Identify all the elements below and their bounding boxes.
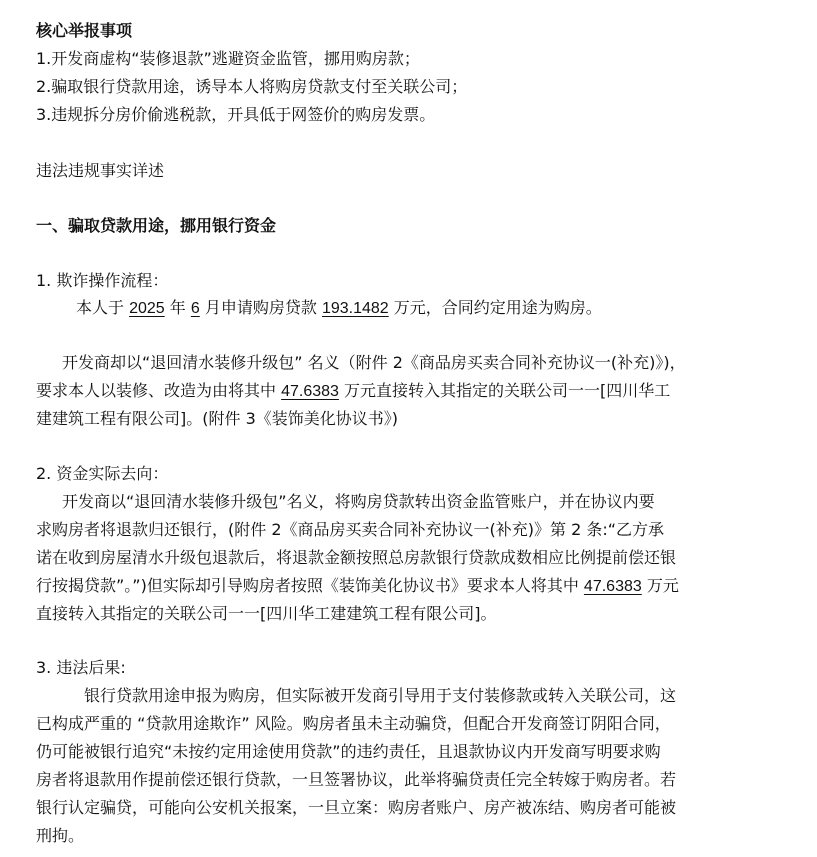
part2-line4-pre: 行按揭贷款”。”)但实际却引导购房者按照《装饰美化协议书》要求本人将其中 — [36, 576, 584, 595]
loan-month: 6 — [190, 300, 200, 317]
part2-line3: 诺在收到房屋清水升级包退款后，将退款金额按照总房款银行贷款成数相应比例提前偿还银 — [36, 548, 677, 567]
facts-heading: 违法违规事实详述 — [36, 161, 165, 180]
part2-line4 — [36, 575, 679, 597]
summary-heading: 核心举报事项 — [36, 21, 133, 40]
loan-amount: 193.1482 — [321, 300, 389, 317]
p1-post: 万元，合同约定用途为购房。 — [388, 298, 602, 317]
part2-line1: 开发商以“退回清水装修升级包”名义，将购房贷款转出资金监管账户，并在协议内要 — [62, 492, 655, 511]
transfer-amount-2: 47.6383 — [583, 578, 642, 595]
part1-p2-line1: 开发商却以“退回清水装修升级包” 名义（附件 2《商品房买卖合同补充协议一(补充)》)， — [62, 353, 686, 372]
part1-p2-line3: 建建筑工程有限公司]。(附件 3《装饰美化协议书》) — [36, 409, 398, 428]
part3-line6: 刑拘。 — [36, 826, 85, 845]
part3-line4: 房者将退款用作提前偿还银行贷款，一旦签署协议，此举将骗贷责任完全转嫁于购房者。若 — [36, 770, 677, 789]
part1-p2-line2 — [36, 380, 670, 402]
part3-line1: 银行贷款用途申报为购房，但实际被开发商引导用于支付装修款或转入关联公司，这 — [84, 686, 677, 705]
summary-item-1: 1.开发商虚构“装修退款”逃避资金监管，挪用购房款； — [36, 49, 420, 68]
p1-mid2: 月申请购房贷款 — [199, 298, 322, 317]
part1-paragraph1 — [76, 297, 602, 319]
part2-line5: 直接转入其指定的关联公司一一[四川华工建建筑工程有限公司]。 — [36, 604, 497, 623]
p1-pre: 本人于 — [76, 298, 130, 317]
summary-item-3: 3.违规拆分房价偷逃税款，开具低于网签价的购房发票。 — [36, 105, 436, 124]
p2-line2-pre: 要求本人以装修、改造为由将其中 — [36, 381, 282, 400]
transfer-amount: 47.6383 — [281, 383, 339, 400]
part3-heading: 3. 违法后果: — [36, 658, 126, 677]
summary-item-2: 2.骗取银行贷款用途，诱导本人将购房贷款支付至关联公司； — [36, 77, 468, 96]
part1-heading: 1. 欺诈操作流程： — [36, 271, 169, 290]
part3-line2: 已构成严重的 “贷款用途欺诈” 风险。购房者虽未主动骗贷，但配合开发商签订阴阳合同， — [36, 714, 671, 733]
loan-year: 2025 — [129, 300, 165, 317]
part3-line5: 银行认定骗贷，可能向公安机关报案，一旦立案：购房者账户、房产被冻结、购房者可能被 — [36, 798, 677, 817]
part3-line3: 仍可能被银行追究“未按约定用途使用贷款”的违约责任，且退款协议内开发商写明要求购 — [36, 742, 661, 761]
p2-line2-post: 万元直接转入其指定的关联公司一一[四川华工 — [338, 381, 671, 400]
part2-line2: 求购房者将退款归还银行，(附件 2《商品房买卖合同补充协议一(补充)》第 2 条:“乙方承 — [36, 520, 665, 539]
p1-mid1: 年 — [164, 298, 191, 317]
part2-heading: 2. 资金实际去向： — [36, 464, 169, 483]
part2-line4-post: 万元 — [641, 576, 679, 595]
section1-heading: 一、骗取贷款用途，挪用银行资金 — [36, 216, 277, 235]
